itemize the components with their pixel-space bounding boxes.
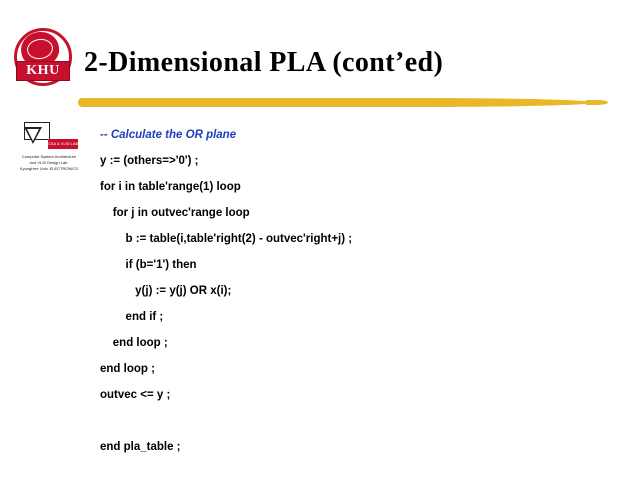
code-block xyxy=(100,122,620,460)
code-line: y := (others=>'0') ; xyxy=(100,155,199,167)
code-line: for i in table'range(1) loop xyxy=(100,181,241,193)
logo-banner xyxy=(16,61,70,81)
code-line: for j in outvec'range loop xyxy=(100,207,250,219)
logo-banner-text: KHU xyxy=(26,63,60,78)
lab-logo-caption-line3: KyungHee Univ. ELECTRONICS xyxy=(19,166,79,171)
code-line: end pla_table ; xyxy=(100,441,181,453)
code-line: if (b='1') then xyxy=(100,259,197,271)
title-underline xyxy=(78,98,594,107)
lab-logo-v-mark xyxy=(24,127,42,144)
code-line: outvec <= y ; xyxy=(100,389,171,401)
code-line: b := table(i,table'right(2) - outvec'right+j) ; xyxy=(100,233,353,245)
code-line: end loop ; xyxy=(100,363,155,375)
lab-logo-caption-line2: and VLSI Design Lab. xyxy=(29,160,69,165)
lab-logo-chip-text: CSA & VLSI LAB xyxy=(47,141,79,146)
code-line xyxy=(100,408,620,434)
lab-logo-chip xyxy=(48,139,78,149)
code-comment-line: -- Calculate the OR plane xyxy=(100,129,237,141)
lab-logo-caption xyxy=(16,154,82,172)
code-line: end loop ; xyxy=(100,337,168,349)
lab-logo-icon xyxy=(16,122,82,180)
code-line: y(j) := y(j) OR x(i); xyxy=(100,285,232,297)
page-title: 2-Dimensional PLA (cont’ed) xyxy=(84,47,444,78)
lab-logo-caption-line1: Computer System Architecture xyxy=(21,154,77,159)
khu-logo-icon xyxy=(14,28,72,86)
code-line: end if ; xyxy=(100,311,164,323)
